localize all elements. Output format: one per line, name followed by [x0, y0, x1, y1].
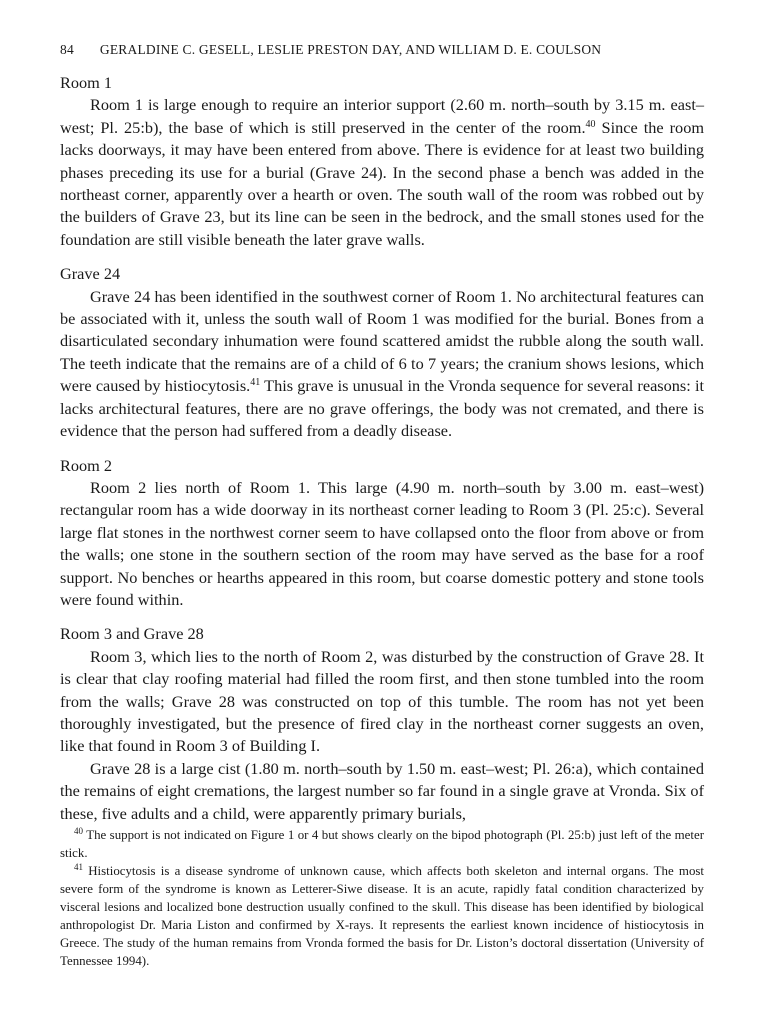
paragraph-text: Grave 24 has been identified in the southwest corner of Room 1. No architectural features can be associated with it, unless the south wall of Room 1 was modified for the burial. Bones from a disarticulated secondary inhumation were found scattered amidst the rubble along the south wall. The teeth indicate that the remains are of a child of 6 to 7 years; the cranium shows lesions, which were caused by histiocytosis.: [60, 286, 704, 396]
footnotes: [60, 826, 704, 970]
author-names: GERALDINE C. GESELL, LESLIE PRESTON DAY, AND WILLIAM D. E. COULSON: [99, 42, 602, 57]
page-body: [60, 42, 704, 837]
footnote-text: Histiocytosis is a disease syndrome of unknown cause, which affects both skeleton and internal organs. The most severe form of the syndrome is known as Letterer-Siwe disease. It is an acute, rapidly fatal condition characterized by visceral lesions and localized bone destruction usually confined to the skull. This disease has been identified by biological anthropologist Dr. Maria Liston and confirmed by X-rays. It represents the earliest known incidence of histiocytosis in Greece. The study of the human remains from Vronda formed the basis for Dr. Liston’s doctoral dissertation (University of Tennessee 1994).: [60, 864, 705, 968]
footnote-41: [60, 862, 704, 970]
section-heading: Room 3 and Grave 28: [60, 624, 204, 644]
footnote-number: 41: [74, 862, 83, 872]
paragraph-text: Room 3, which lies to the north of Room 2, was disturbed by the construction of Grave 28. It is clear that clay roofing material had filled the room first, and then stone tumbled into the room from the walls; Grave 28 was constructed on top of this tumble. The room has not yet been thoroughly investigated, but the presence of fired clay in the northeast corner suggests an oven, like that found in Room 3 of Building I.: [60, 646, 704, 756]
section-room-2: [60, 455, 704, 612]
running-head: [60, 42, 704, 58]
paragraph: [60, 286, 704, 443]
footnote-ref[interactable]: 40: [585, 118, 596, 130]
paragraph: [60, 758, 704, 825]
footnote-40: [60, 826, 704, 862]
section-grave-24: [60, 263, 704, 442]
paragraph: [60, 477, 704, 611]
paragraph: [60, 94, 704, 251]
section-room-1: [60, 72, 704, 251]
section-heading: Room 1: [60, 73, 113, 92]
paragraph-text: Room 1 is large enough to require an interior support (2.60 m. north–south by 3.15 m. east–west; Pl. 25:b), the base of which is still preserved in the center of the room.: [60, 95, 704, 137]
page-number: 84: [60, 42, 74, 57]
section-room-3-grave-28: [60, 623, 704, 825]
paragraph-text: This grave is unusual in the Vronda sequence for several reasons: it lacks architectural features, there are no grave offerings, the body was not cremated, and there is evidence that the person had suffered from a deadly disease.: [60, 376, 705, 441]
footnote-ref[interactable]: 41: [250, 377, 261, 389]
section-heading: Room 2: [60, 455, 113, 475]
footnote-text: The support is not indicated on Figure 1 or 4 but shows clearly on the bipod photograph (Pl. 25:b) just left of the meter stick.: [60, 828, 704, 860]
paragraph-text: Since the room lacks doorways, it may have been entered from above. There is evidence for at least two building phases preceding its use for a burial (Grave 24). In the second phase a bench was added in the northeast corner, apparently over a hearth or oven. The south wall of the room was robbed out by the builders of Grave 23, but its line can be seen in the bedrock, and the small stones used for the foundation are still visible beneath the later grave walls.: [60, 117, 705, 249]
body-text: [60, 72, 704, 825]
paragraph-text: Room 2 lies north of Room 1. This large (4.90 m. north–south by 3.00 m. east–west) rectangular room has a wide doorway in its northeast corner leading to Room 3 (Pl. 25:c). Several large flat stones in the northwest corner seem to have collapsed onto the floor from above or from the walls; one stone in the southern section of the room may have served as the base for a roof support. No benches or hearths appeared in this room, but coarse domestic pottery and stone tools were found within.: [60, 477, 704, 609]
footnote-number: 40: [74, 826, 83, 836]
paragraph: [60, 646, 704, 758]
section-heading: Grave 24: [60, 264, 121, 284]
paragraph-text: Grave 28 is a large cist (1.80 m. north–south by 1.50 m. east–west; Pl. 26:a), which contained the remains of eight cremations, the largest number so far found in a single grave at Vronda. Six of these, five adults and a child, were apparently primary burials,: [60, 758, 704, 823]
